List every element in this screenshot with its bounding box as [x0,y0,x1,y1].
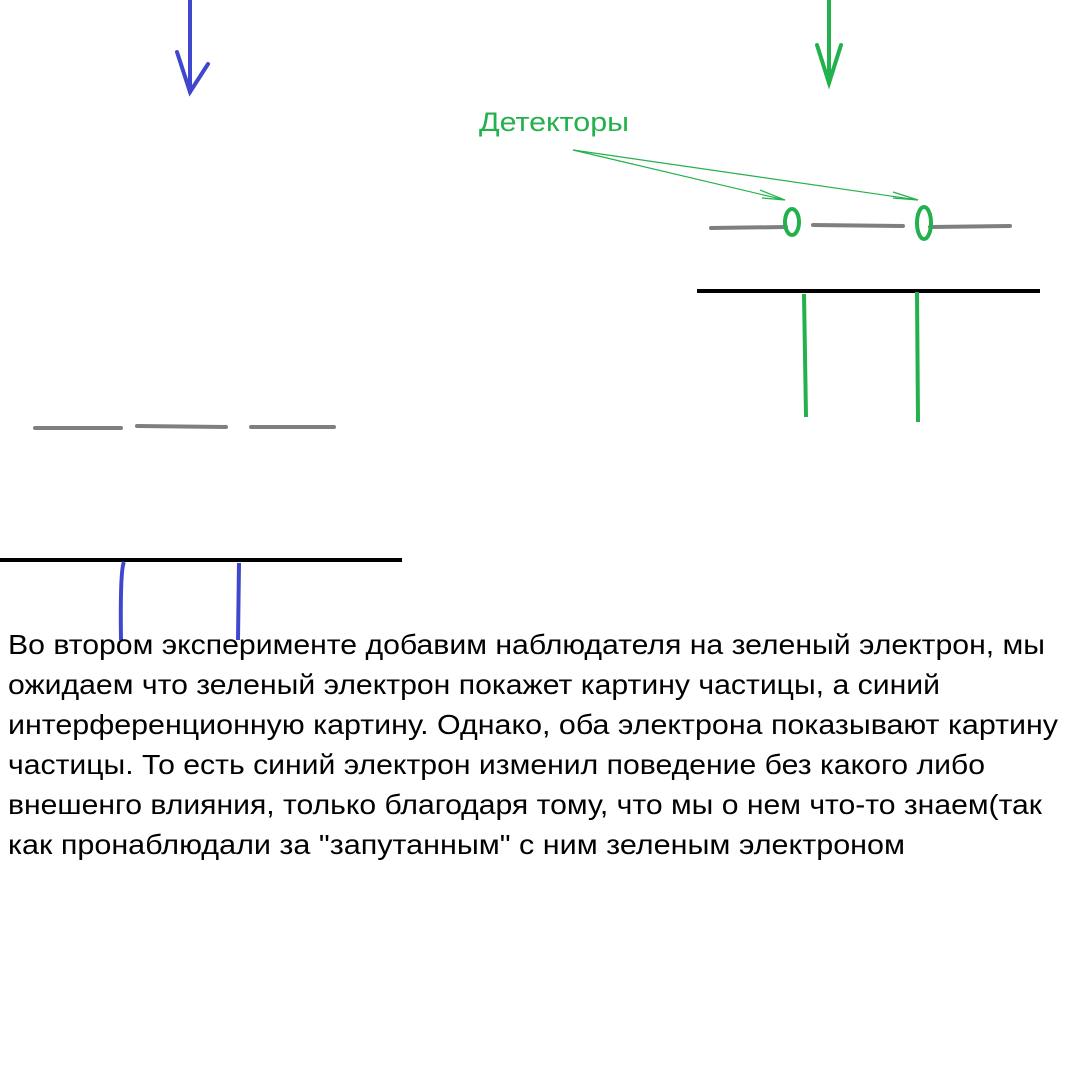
green-slit-barrier [711,225,1010,228]
caption-line: Во втором эксперименте добавим наблюдателя на зеленый электрон, мы [8,629,1045,660]
detectors-label: Детекторы [479,107,629,137]
blue-slit-barrier [35,426,334,428]
detector-pointer-arrows [573,150,918,200]
caption-line: ожидаем что зеленый электрон покажет картину частицы, а синий [8,669,940,700]
detector-right-icon [917,207,931,239]
caption-text [8,629,1058,860]
caption-line: внешенго влияния, только благодаря тому, что мы о нем что-то знаем(так [8,789,1043,820]
detector-left-icon [785,209,799,235]
green-arrow-icon [817,0,841,83]
blue-arrow-icon [177,0,208,92]
green-particle-pattern [804,292,918,422]
caption-line: частицы. То есть синий электрон изменил поведение без какого либо [8,749,985,780]
caption-line: интерференционную картину. Однако, оба электрона показывают картину [8,709,1058,740]
caption-line: как пронаблюдали за "запутанным" с ним зеленым электроном [8,829,905,860]
